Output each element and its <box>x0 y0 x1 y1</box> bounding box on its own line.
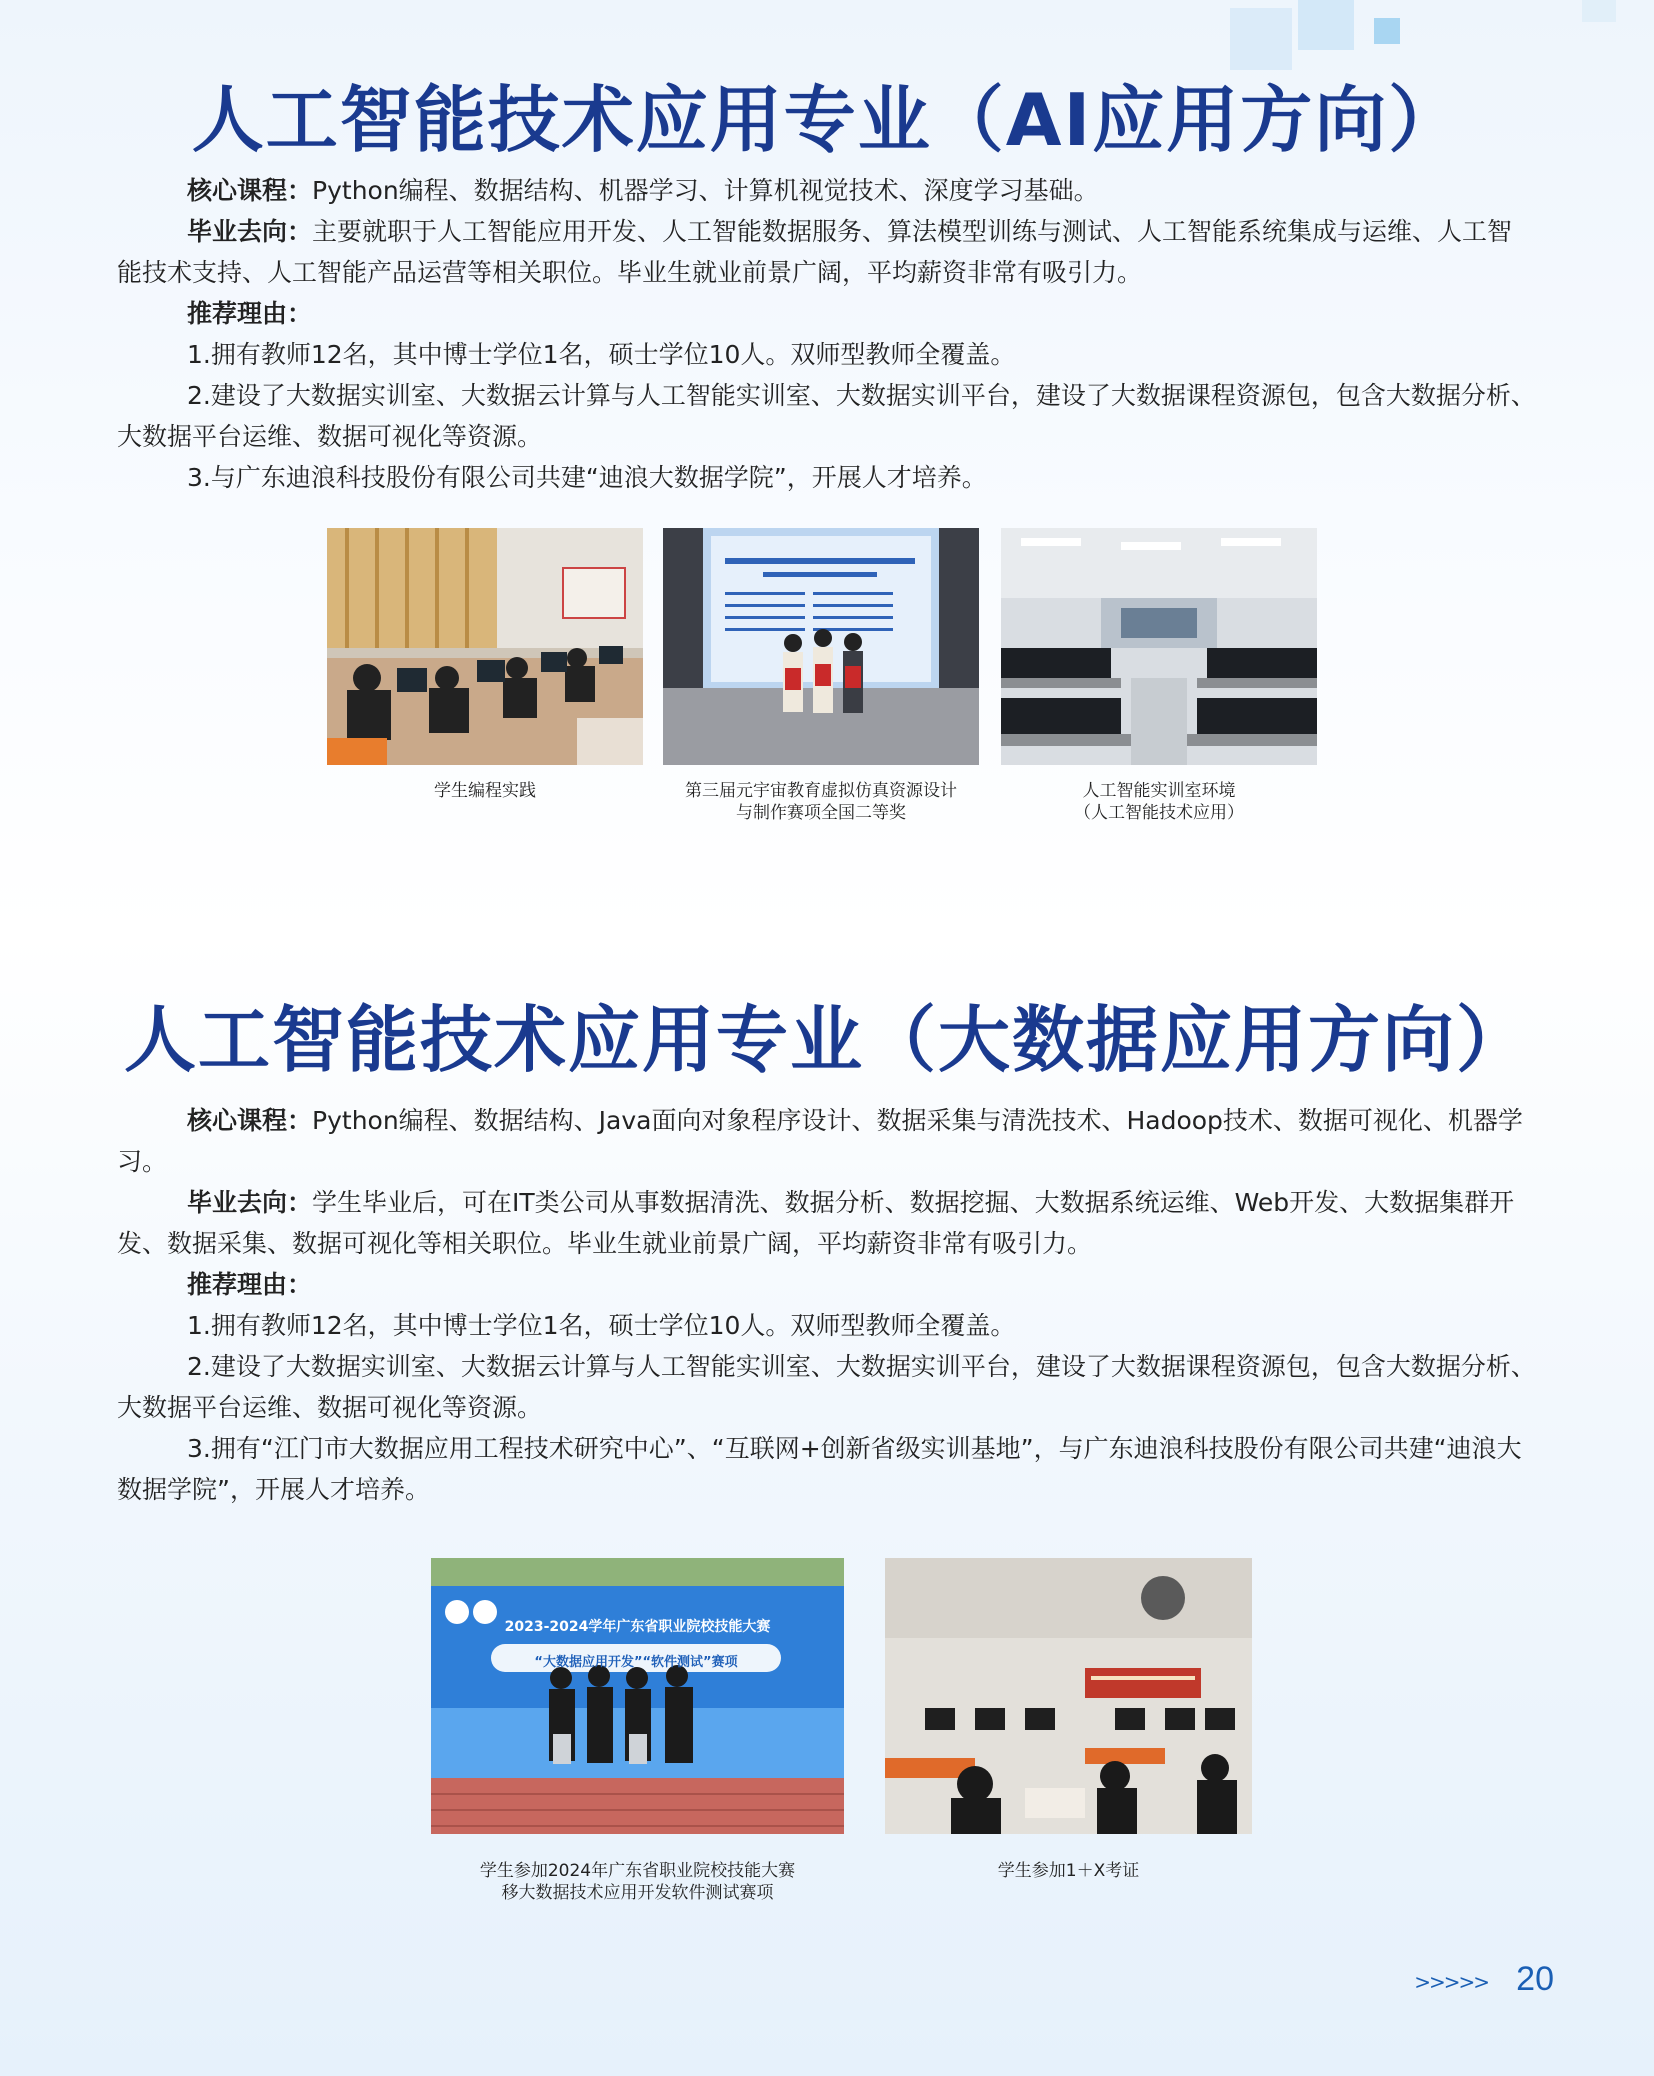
caption-photo-1: 学生编程实践 <box>434 781 536 801</box>
section1-title: 人工智能技术应用专业（AI应用方向） <box>191 78 1463 162</box>
caption-photo-3 <box>1001 780 1317 824</box>
reason-item: 3.拥有“江门市大数据应用工程技术研究中心”、“互联网+创新省级实训基地”，与广东迪浪科技股份有限公司共建“迪浪大数据学院”，开展人才培养。 <box>117 1434 1522 1504</box>
caption-photo-2-text: 第三届元宇宙教育虚拟仿真资源设计 与制作赛项全国二等奖 <box>685 781 957 823</box>
section2-title: 人工智能技术应用专业（大数据应用方向） <box>123 998 1530 1082</box>
core-courses <box>117 170 1537 211</box>
reasons-heading <box>117 1264 1537 1305</box>
reason-item: 2.建设了大数据实训室、大数据云计算与人工智能实训室、大数据实训平台，建设了大数据课程资源包，包含大数据分析、大数据平台运维、数据可视化等资源。 <box>117 381 1536 451</box>
core-courses-text: Python编程、数据结构、机器学习、计算机视觉技术、深度学习基础。 <box>312 176 1099 205</box>
decor-square <box>1230 8 1292 70</box>
career-paths-label: 毕业去向： <box>187 1188 313 1217</box>
reasons-label: 推荐理由： <box>187 1270 313 1299</box>
career-paths-text: 主要就职于人工智能应用开发、人工智能数据服务、算法模型训练与测试、人工智能系统集成与运维、人工智能技术支持、人工智能产品运营等相关职位。毕业生就业前景广阔，平均薪资非常有吸引力。 <box>117 217 1513 287</box>
page-arrows: >>>>> <box>1414 1970 1488 1994</box>
photo-student-programming <box>327 528 643 765</box>
caption-photo-4-text: 学生参加2024年广东省职业院校技能大赛 移大数据技术应用开发软件测试赛项 <box>479 1861 796 1903</box>
reason-item: 3.与广东迪浪科技股份有限公司共建“迪浪大数据学院”，开展人才培养。 <box>187 463 987 492</box>
core-courses-label: 核心课程： <box>187 1106 313 1135</box>
photo-award-ceremony <box>663 528 979 765</box>
reason-item: 1.拥有教师12名，其中博士学位1名，硕士学位10人。双师型教师全覆盖。 <box>187 1311 1016 1340</box>
photo-competition-banner <box>431 1558 844 1834</box>
core-courses-label: 核心课程： <box>187 176 313 205</box>
decor-square <box>1374 18 1400 44</box>
photo-ai-lab <box>1001 528 1317 765</box>
caption-photo-5: 学生参加1＋X考证 <box>997 1861 1140 1881</box>
section1-body <box>117 170 1537 498</box>
decor-square <box>1298 0 1354 50</box>
caption-photo-3-text: 人工智能实训室环境 （人工智能技术应用） <box>1074 781 1244 823</box>
reasons-label: 推荐理由： <box>187 299 313 328</box>
caption-photo-4 <box>431 1860 844 1904</box>
career-paths <box>117 211 1537 293</box>
banner-title: 2023-2024学年广东省职业院校技能大赛 <box>504 1619 771 1635</box>
core-courses-text: Python编程、数据结构、Java面向对象程序设计、数据采集与清洗技术、Hadoop技术、数据可视化、机器学习。 <box>117 1106 1523 1176</box>
reasons-heading <box>117 293 1537 334</box>
career-paths <box>117 1182 1537 1264</box>
banner-subtitle: “大数据应用开发”“软件测试”赛项 <box>534 1655 738 1670</box>
career-paths-label: 毕业去向： <box>187 217 313 246</box>
core-courses <box>117 1100 1537 1182</box>
caption-photo-2 <box>653 780 989 824</box>
section2-body <box>117 1100 1537 1510</box>
decor-square <box>1582 0 1616 22</box>
page-number: 20 <box>1516 1960 1554 1998</box>
career-paths-text: 学生毕业后，可在IT类公司从事数据清洗、数据分析、数据挖掘、大数据系统运维、Web开发、大数据集群开发、数据采集、数据可视化等相关职位。毕业生就业前景广阔，平均薪资非常有吸引力。 <box>117 1188 1515 1258</box>
reason-item: 1.拥有教师12名，其中博士学位1名，硕士学位10人。双师型教师全覆盖。 <box>187 340 1016 369</box>
reason-item: 2.建设了大数据实训室、大数据云计算与人工智能实训室、大数据实训平台，建设了大数据课程资源包，包含大数据分析、大数据平台运维、数据可视化等资源。 <box>117 1352 1536 1422</box>
photo-certification-exam <box>885 1558 1252 1834</box>
